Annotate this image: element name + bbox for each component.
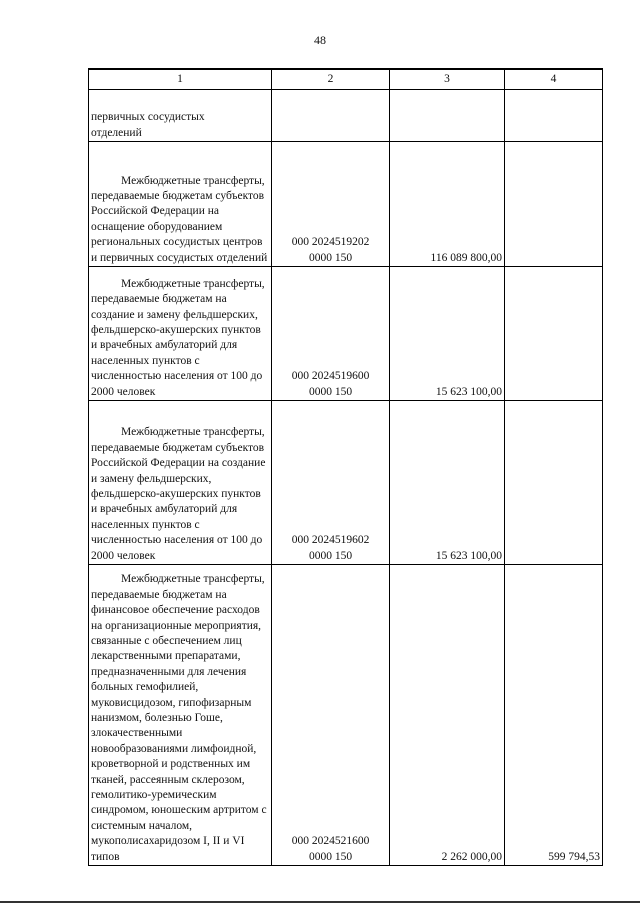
row-name: первичных сосудистых отделений [91, 111, 205, 139]
header-col-3: 3 [390, 69, 505, 90]
row-amount: 15 623 100,00 [390, 267, 505, 401]
row-code-line2: 0000 150 [308, 549, 353, 562]
header-col-1: 1 [89, 69, 272, 90]
row-code-cell [272, 565, 390, 866]
table-row [89, 565, 603, 866]
row-name-cell [89, 267, 272, 401]
row-name-cell [89, 90, 272, 142]
row-extra [505, 142, 603, 267]
row-code-line2: 0000 150 [308, 251, 353, 264]
header-col-2: 2 [272, 69, 390, 90]
row-extra: 599 794,53 [505, 565, 603, 866]
row-amount [390, 90, 505, 142]
row-code-cell [272, 142, 390, 267]
row-extra [505, 401, 603, 565]
header-col-4: 4 [505, 69, 603, 90]
table-row [89, 401, 603, 565]
table-row [89, 90, 603, 142]
row-name: Межбюджетные трансферты, передаваемые бюджетам субъектов Российской Федерации на создание и замену фельдшерских, фельдшерско-акушерских пунктов и врачебных амбулаторий для населенных пунктов с численностью населения от 100 до 2000 человек [91, 426, 266, 562]
row-code-cell [272, 267, 390, 401]
row-code-line1: 000 2024521600 [291, 835, 370, 848]
row-name: Межбюджетные трансферты, передаваемые бюджетам на финансовое обеспечение расходов на организационные мероприятия, связанные с обеспечением лиц лекарственными препаратами, предназначенными для лечения больных гемофилией, муковисцидозом, гипофизарным нанизмом, болезнью Гоше, злокачественными новообразованиями лимфоидной, кроветворной и родственных им тканей, рассеянным склерозом, гемолитико-уремическим синдромом, юношеским артритом с системным началом, мукополисахаридозом I, II и VI типов [91, 573, 267, 863]
table-header-row [89, 69, 603, 90]
row-name-cell [89, 142, 272, 267]
row-amount: 2 262 000,00 [390, 565, 505, 866]
row-extra [505, 267, 603, 401]
row-code-line2: 0000 150 [308, 385, 353, 398]
row-code-line2: 0000 150 [308, 850, 353, 863]
page-number: 48 [314, 33, 326, 47]
row-amount: 15 623 100,00 [390, 401, 505, 565]
budget-table [88, 68, 603, 866]
row-amount: 116 089 800,00 [390, 142, 505, 267]
row-code-line1: 000 2024519600 [291, 370, 370, 383]
row-name: Межбюджетные трансферты, передаваемые бюджетам субъектов Российской Федерации на оснащение оборудованием региональных сосудистых центров и первичных сосудистых отделений [91, 174, 268, 264]
table-row [89, 267, 603, 401]
page-bottom-rule [0, 901, 640, 903]
row-code-cell [272, 401, 390, 565]
row-code-line1: 000 2024519202 [291, 236, 370, 249]
row-extra [505, 90, 603, 142]
row-name: Межбюджетные трансферты, передаваемые бюджетам на создание и замену фельдшерских, фельдшерско-акушерских пунктов и врачебных амбулаторий для населенных пунктов с численностью населения от 100 до 2000 человек [91, 277, 265, 398]
row-name-cell [89, 565, 272, 866]
table-row [89, 142, 603, 267]
row-code-line1: 000 2024519602 [291, 534, 370, 547]
row-code-cell [272, 90, 390, 142]
row-name-cell [89, 401, 272, 565]
